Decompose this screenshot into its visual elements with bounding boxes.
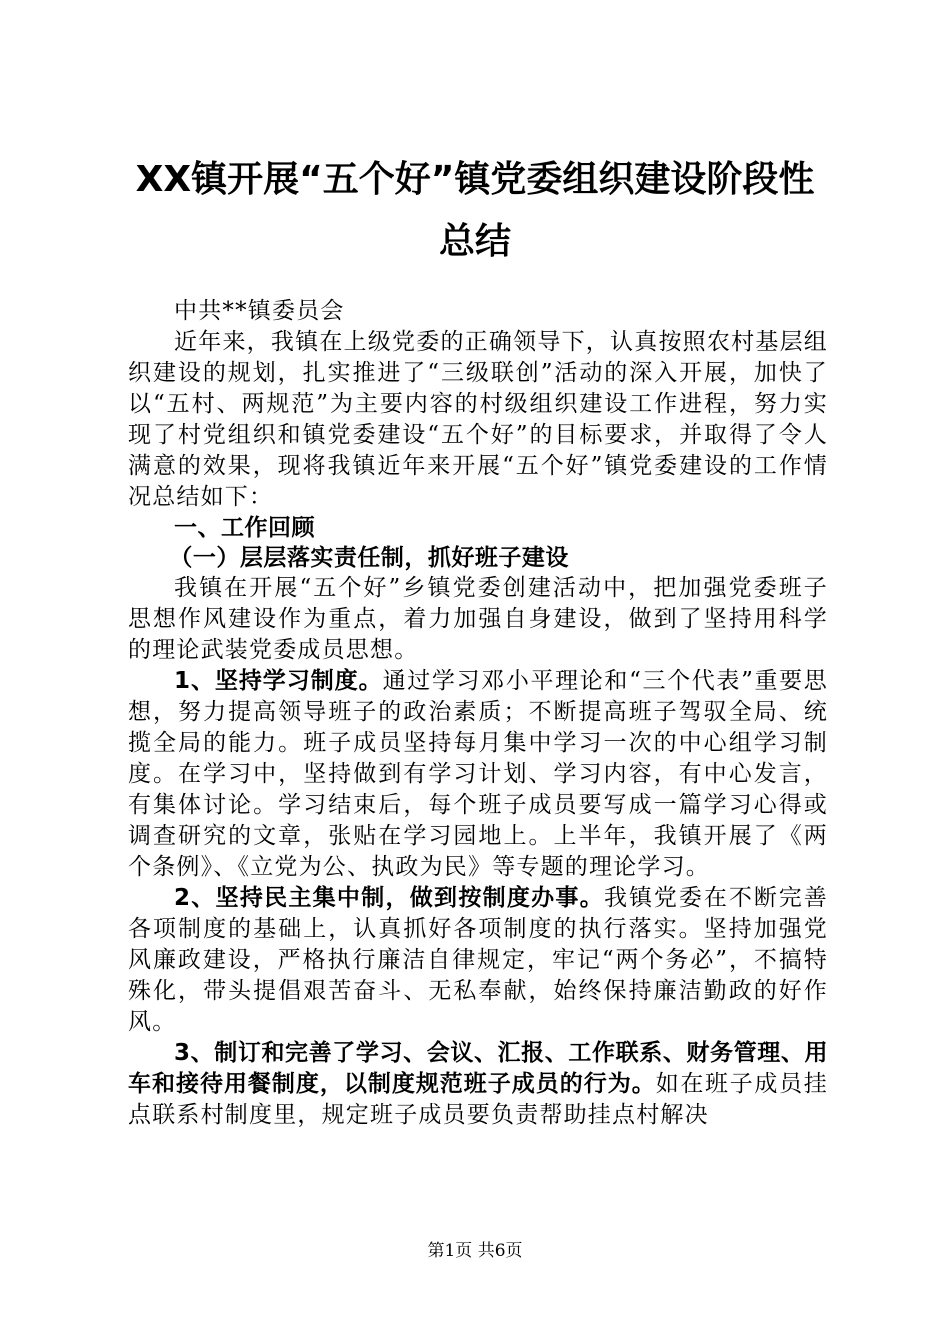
item1-text: 通过学习邓小平理论和“三个代表”重要思想，努力提高领导班子的政治素质；不断提高班子驾驭全局、统揽全局的能力。班子成员坚持每月集中学习一次的中心组学习制度。在学习中，坚持做到有学习计划、学习内容，有中心发言，有集体讨论。学习结束后，每个班子成员要写成一篇学习心得或调查研究的文章，张贴在学习园地上。上半年，我镇开展了《两个条例》、《立党为公、执政为民》等专题的理论学习。 — [128, 668, 828, 880]
document-title-line2: 总结 — [438, 221, 511, 262]
intro-paragraph: 近年来，我镇在上级党委的正确领导下，认真按照农村基层组织建设的规划，扎实推进了“三级联创”活动的深入开展，加快了以“五村、两规范”为主要内容的村级组织建设工作进程，努力实现了村党组织和镇党委建设“五个好”的目标要求，并取得了令人满意的效果，现将我镇近年来开展“五个好”镇党委建设的工作情况总结如下： — [128, 329, 828, 510]
section-heading: 一、工作回顾 — [174, 515, 315, 541]
item1-bold: 1、坚持学习制度。 — [174, 668, 383, 694]
subsection-heading: （一）层层落实责任制，抓好班子建设 — [169, 545, 569, 571]
author-line: 中共**镇委员会 — [174, 298, 345, 324]
page-footer: 第1页 共6页 — [427, 1241, 523, 1261]
item2-paragraph — [128, 883, 828, 1038]
document-title-line1: XX镇开展“五个好”镇党委组织建设阶段性 — [135, 159, 815, 200]
subsection-paragraph: 我镇在开展“五个好”乡镇党委创建活动中，把加强党委班子思想作风建设作为重点，着力加强自身建设，做到了坚持用科学的理论武装党委成员思想。 — [128, 575, 828, 663]
item2-text: 我镇党委在不断完善各项制度的基础上，认真抓好各项制度的执行落实。坚持加强党风廉政建设，严格执行廉洁自律规定，牢记“两个务必”，不搞特殊化，带头提倡艰苦奋斗、无私奉献，始终保持廉洁勤政的好作风。 — [128, 885, 828, 1035]
item3-text: 如在班子成员挂点联系村制度里，规定班子成员要负责帮助挂点村解决 — [128, 1071, 829, 1128]
item3-paragraph — [128, 1038, 828, 1131]
item2-bold: 2、坚持民主集中制，做到按制度办事。 — [174, 885, 604, 911]
document-body — [128, 296, 828, 1131]
item1-paragraph — [128, 666, 828, 883]
item3-bold: 3、制订和完善了学习、会议、汇报、工作联系、财务管理、用车和接待用餐制度，以制度规范班子成员的行为。 — [128, 1040, 828, 1097]
